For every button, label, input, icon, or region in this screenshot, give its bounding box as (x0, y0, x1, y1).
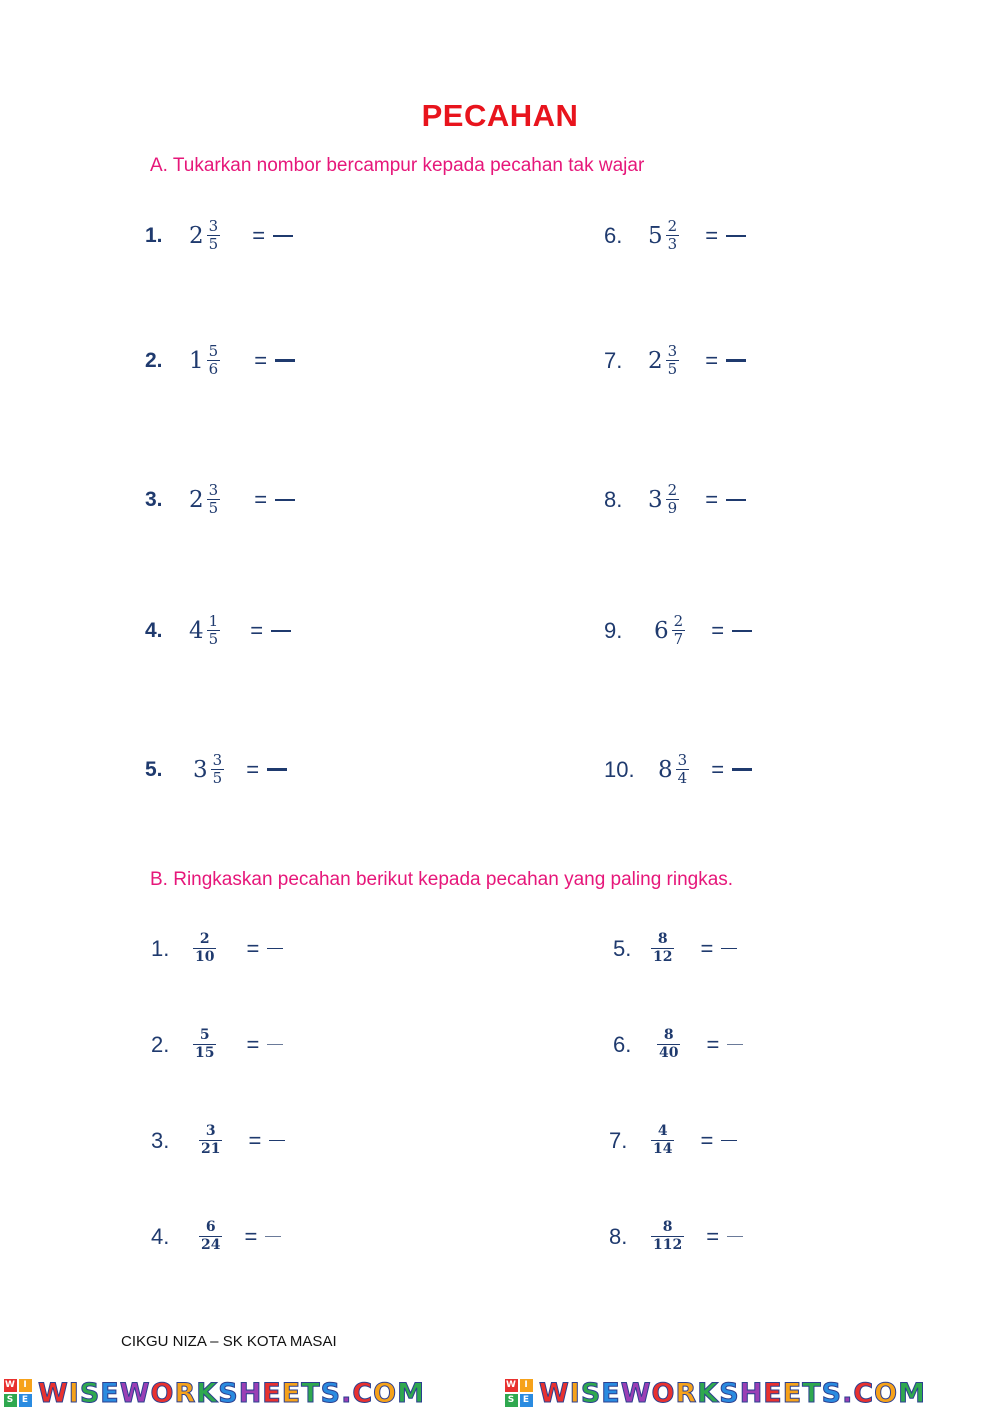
item-number: 3. (151, 1127, 170, 1153)
footer-credit: CIKGU NIZA – SK KOTA MASAI (121, 1333, 337, 1350)
denominator: 21 (201, 1141, 221, 1157)
answer-blank[interactable] (732, 768, 752, 771)
equals-sign: = (705, 222, 719, 248)
answer-blank[interactable] (721, 1140, 737, 1141)
numerator: 2 (667, 217, 678, 235)
watermark-letter: . (341, 1377, 353, 1409)
watermark-letter: S (580, 1377, 602, 1409)
fraction (651, 1123, 674, 1158)
fraction (666, 482, 680, 517)
answer-blank[interactable] (267, 948, 283, 949)
denominator: 10 (195, 949, 215, 965)
watermark-logo-icon (505, 1379, 533, 1407)
denominator: 5 (212, 769, 223, 787)
watermark-letter: I (68, 1377, 80, 1409)
numerator: 3 (205, 1123, 216, 1139)
watermark-letter: W (539, 1377, 570, 1409)
watermark-letter: E (601, 1377, 621, 1409)
watermark-letter: O (874, 1377, 899, 1409)
watermark-letter: E (262, 1377, 282, 1409)
numerator: 5 (208, 342, 219, 360)
equals-sign: = (700, 935, 714, 961)
denominator: 12 (653, 949, 673, 965)
fraction (666, 343, 680, 378)
answer-blank[interactable] (726, 359, 746, 362)
logo-letter: W (5, 1380, 16, 1390)
denominator: 3 (667, 235, 678, 253)
numerator: 8 (663, 1027, 674, 1043)
equals-sign: = (700, 1127, 714, 1153)
answer-blank[interactable] (269, 1140, 285, 1141)
watermark-text (539, 1378, 926, 1409)
fraction (207, 613, 221, 648)
fraction (676, 752, 690, 787)
watermark-letter: W (620, 1377, 652, 1409)
fraction (199, 1123, 222, 1158)
watermark-letter: E (100, 1377, 120, 1409)
section-a-item (604, 613, 752, 648)
watermark-letter: C (352, 1377, 374, 1409)
equals-sign: = (706, 1031, 720, 1057)
denominator: 5 (208, 499, 219, 517)
watermark-letter: S (719, 1377, 740, 1409)
answer-blank[interactable] (275, 499, 295, 501)
watermark-letter: S (320, 1377, 342, 1409)
section-a-item (604, 218, 746, 253)
whole-number: 2 (189, 486, 204, 513)
whole-number: 3 (193, 756, 208, 783)
fraction (651, 1219, 684, 1254)
answer-blank[interactable] (267, 1044, 283, 1045)
fraction (672, 613, 686, 648)
whole-number: 5 (648, 222, 663, 249)
equals-sign: = (246, 1031, 260, 1057)
denominator: 5 (667, 360, 678, 378)
whole-number: 8 (658, 756, 673, 783)
watermark-letter: O (373, 1377, 398, 1409)
answer-blank[interactable] (726, 235, 746, 237)
watermark-letter: W (119, 1377, 151, 1409)
logo-letter: W (506, 1380, 517, 1390)
watermark-letter: M (898, 1377, 926, 1409)
fraction (199, 1219, 222, 1254)
watermark-letter: H (238, 1377, 263, 1409)
numerator: 6 (205, 1219, 216, 1235)
fraction (193, 1027, 216, 1062)
numerator: 5 (199, 1027, 210, 1043)
watermark-letter: E (763, 1377, 783, 1409)
whole-number: 3 (648, 486, 663, 513)
fraction (193, 931, 216, 966)
watermark-letter: R (174, 1377, 197, 1409)
logo-letter: S (505, 1394, 518, 1407)
watermark-letter: M (397, 1377, 425, 1409)
fraction (651, 931, 674, 966)
watermark-letter: C (853, 1377, 875, 1409)
item-number: 4. (145, 618, 163, 642)
watermark-letter: O (150, 1377, 175, 1409)
numerator: 8 (657, 931, 668, 947)
denominator: 24 (201, 1237, 221, 1253)
numerator: 3 (677, 751, 688, 769)
numerator: 2 (673, 612, 684, 630)
equals-sign: = (250, 617, 264, 643)
answer-blank[interactable] (732, 630, 752, 632)
section-a-heading: A. Tukarkan nombor bercampur kepada pecahan tak wajar (150, 155, 645, 176)
section-a-item (604, 482, 746, 517)
numerator: 3 (208, 217, 219, 235)
whole-number: 2 (189, 222, 204, 249)
logo-letter: E (520, 1394, 533, 1407)
item-number: 5. (145, 757, 163, 781)
watermark-letter: O (651, 1377, 676, 1409)
item-number: 10. (604, 756, 635, 782)
denominator: 15 (195, 1045, 215, 1061)
section-a-item (145, 218, 293, 253)
answer-blank[interactable] (273, 235, 293, 237)
watermark-text (38, 1378, 425, 1409)
answer-blank[interactable] (267, 768, 287, 771)
denominator: 5 (208, 235, 219, 253)
logo-letter: I (520, 1379, 533, 1392)
fraction (207, 218, 221, 253)
section-a-item (145, 343, 295, 378)
watermark-letter: H (739, 1377, 764, 1409)
equals-sign: = (254, 347, 268, 373)
numerator: 3 (212, 751, 223, 769)
logo-letter: I (19, 1379, 32, 1392)
watermark-letter: R (675, 1377, 698, 1409)
denominator: 14 (653, 1141, 673, 1157)
answer-blank[interactable] (727, 1236, 743, 1237)
section-a-item (145, 752, 287, 787)
item-number: 4. (151, 1223, 170, 1249)
numerator: 4 (657, 1123, 668, 1139)
equals-sign: = (711, 617, 725, 643)
section-b-heading: B. Ringkaskan pecahan berikut kepada pecahan yang paling ringkas. (150, 869, 734, 890)
answer-blank[interactable] (275, 359, 295, 362)
denominator: 5 (208, 630, 219, 648)
denominator: 7 (673, 630, 684, 648)
section-a-item (145, 613, 291, 648)
numerator: 3 (667, 342, 678, 360)
answer-blank[interactable] (726, 499, 746, 501)
denominator: 40 (659, 1045, 679, 1061)
whole-number: 1 (189, 347, 204, 374)
watermark-letter: E (281, 1377, 302, 1409)
equals-sign: = (254, 486, 268, 512)
watermark-letter: S (821, 1377, 843, 1409)
item-number: 2. (151, 1031, 170, 1057)
logo-letter: E (19, 1394, 32, 1407)
section-b-item (609, 1219, 743, 1254)
watermark-letter: K (196, 1377, 219, 1409)
whole-number: 6 (654, 617, 669, 644)
equals-sign: = (705, 486, 719, 512)
logo-letter: S (4, 1394, 17, 1407)
watermark-letter: . (842, 1377, 854, 1409)
item-number: 7. (609, 1127, 628, 1153)
item-number: 6. (613, 1031, 632, 1057)
denominator: 112 (653, 1237, 683, 1253)
item-number: 7. (604, 347, 623, 373)
whole-number: 4 (189, 617, 204, 644)
item-number: 2. (145, 348, 163, 372)
fraction (207, 343, 221, 378)
watermark-letter: E (782, 1377, 803, 1409)
item-number: 5. (613, 935, 632, 961)
item-number: 8. (609, 1223, 628, 1249)
page-title: PECAHAN (421, 98, 579, 133)
section-b-item (613, 1027, 743, 1062)
denominator: 4 (677, 769, 688, 787)
item-number: 8. (604, 486, 623, 512)
section-b-item (151, 931, 283, 966)
section-a-item (604, 752, 752, 787)
item-number: 3. (145, 487, 163, 511)
equals-sign: = (244, 1223, 258, 1249)
watermark-letter: T (802, 1377, 822, 1409)
equals-sign: = (705, 347, 719, 373)
watermark (4, 1376, 425, 1410)
equals-sign: = (246, 935, 260, 961)
answer-blank[interactable] (271, 630, 291, 632)
fraction (657, 1027, 680, 1062)
numerator: 2 (199, 931, 210, 947)
answer-blank[interactable] (721, 948, 737, 949)
section-a-item (145, 482, 295, 517)
numerator: 2 (667, 481, 678, 499)
watermark-logo-icon (4, 1379, 32, 1407)
equals-sign: = (246, 756, 260, 782)
item-number: 1. (145, 223, 163, 247)
watermark (505, 1376, 926, 1410)
section-a-item (604, 343, 746, 378)
section-b-item (151, 1123, 285, 1158)
denominator: 9 (667, 499, 678, 517)
watermark-letter: K (697, 1377, 720, 1409)
watermark-letter: T (301, 1377, 321, 1409)
item-number: 1. (151, 935, 170, 961)
section-b-item (151, 1219, 281, 1254)
fraction (211, 752, 225, 787)
numerator: 8 (662, 1219, 673, 1235)
item-number: 6. (604, 222, 623, 248)
equals-sign: = (252, 222, 266, 248)
equals-sign: = (711, 756, 725, 782)
section-b-item (151, 1027, 283, 1062)
equals-sign: = (706, 1223, 720, 1249)
denominator: 6 (208, 360, 219, 378)
watermark-letter: S (79, 1377, 101, 1409)
fraction (207, 482, 221, 517)
answer-blank[interactable] (727, 1044, 743, 1045)
watermark-letter: I (569, 1377, 581, 1409)
watermark-letter: W (38, 1377, 69, 1409)
fraction (666, 218, 680, 253)
equals-sign: = (248, 1127, 262, 1153)
whole-number: 2 (648, 347, 663, 374)
item-number: 9. (604, 617, 623, 643)
section-b-item (609, 1123, 737, 1158)
section-b-item (613, 931, 737, 966)
numerator: 1 (208, 612, 219, 630)
numerator: 3 (208, 481, 219, 499)
answer-blank[interactable] (265, 1236, 281, 1237)
watermark-letter: S (218, 1377, 239, 1409)
